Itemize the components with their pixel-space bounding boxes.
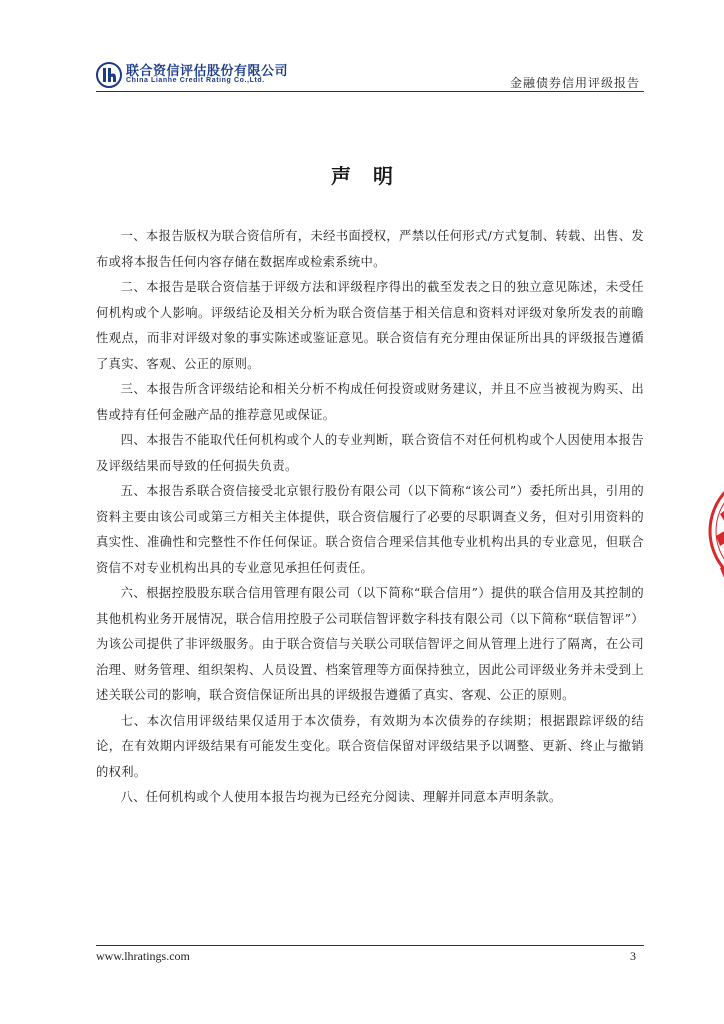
statement-paragraph-7: 七、本次信用评级结果仅适用于本次债券，有效期为本次债券的存续期；根据跟踪评级的结论，在有效期内评级结果有可能发生变化。联合资信保留对评级结果予以调整、更新、终止与撤销的权利。: [96, 713, 644, 779]
footer-divider: [96, 945, 644, 946]
statement-paragraph-4: 四、本报告不能取代任何机构或个人的专业判断，联合资信不对任何机构或个人因使用本报告及评级结果而导致的任何损失负责。: [96, 433, 644, 473]
lianhe-logo-icon: [96, 62, 122, 88]
statement-paragraph-1: 一、本报告版权为联合资信所有，未经书面授权，严禁以任何形式/方式复制、转载、出售、发布或将本报告任何内容存储在数据库或检索系统中。: [96, 229, 644, 269]
red-seal-stamp-icon: [706, 456, 724, 606]
report-type: 金融债券信用评级报告: [509, 76, 640, 90]
footer-website-link[interactable]: www.lhratings.com: [96, 949, 190, 963]
statement-paragraph-2: 二、本报告是联合资信基于评级方法和评级程序得出的截至发表之日的独立意见陈述，未受任何机构或个人影响。评级结论及相关分析为联合资信基于相关信息和资料对评级对象所发表的前瞻性观点，而非对评级对象的事实陈述或鉴证意见。联合资信有充分理由保证所出具的评级报告遵循了真实、客观、公正的原则。: [96, 280, 644, 371]
statement-body: [96, 224, 644, 811]
statement-paragraph-6: 六、根据控股股东联合信用管理有限公司（以下简称“联合信用”）提供的联合信用及其控制的其他机构业务开展情况，联合信用控股子公司联信智评数字科技有限公司（以下简称“联信智评”）为该公司提供了非评级服务。由于联合资信与关联公司联信智评之间从管理上进行了隔离，在公司治理、财务管理、组织架构、人员设置、档案管理等方面保持独立，因此公司评级业务并未受到上述关联公司的影响，联合资信保证所出具的评级报告遵循了真实、客观、公正的原则。: [96, 586, 644, 702]
company-name-en: China Lianhe Credit Rating Co.,Ltd.: [126, 77, 265, 84]
header-divider: [96, 91, 644, 92]
statement-paragraph-5: 五、本报告系联合资信接受北京银行股份有限公司（以下简称“该公司”）委托所出具，引用的资料主要由该公司或第三方相关主体提供，联合资信履行了必要的尽职调查义务，但对引用资料的真实性、准确性和完整性不作任何保证。联合资信合理采信其他专业机构出具的专业意见，但联合资信不对专业机构出具的专业意见承担任何责任。: [96, 484, 644, 575]
statement-paragraph-8: 八、任何机构或个人使用本报告均视为已经充分阅读、理解并同意本声明条款。: [120, 790, 562, 804]
page-number: 3: [630, 949, 636, 963]
page-title: 声明: [331, 164, 415, 188]
page-header: [96, 58, 644, 92]
company-name-cn: 联合资信评估股份有限公司: [126, 64, 289, 79]
statement-paragraph-3: 三、本报告所含评级结论和相关分析不构成任何投资或财务建议，并且不应当被视为购买、出售或持有任何金融产品的推荐意见或保证。: [96, 382, 644, 422]
